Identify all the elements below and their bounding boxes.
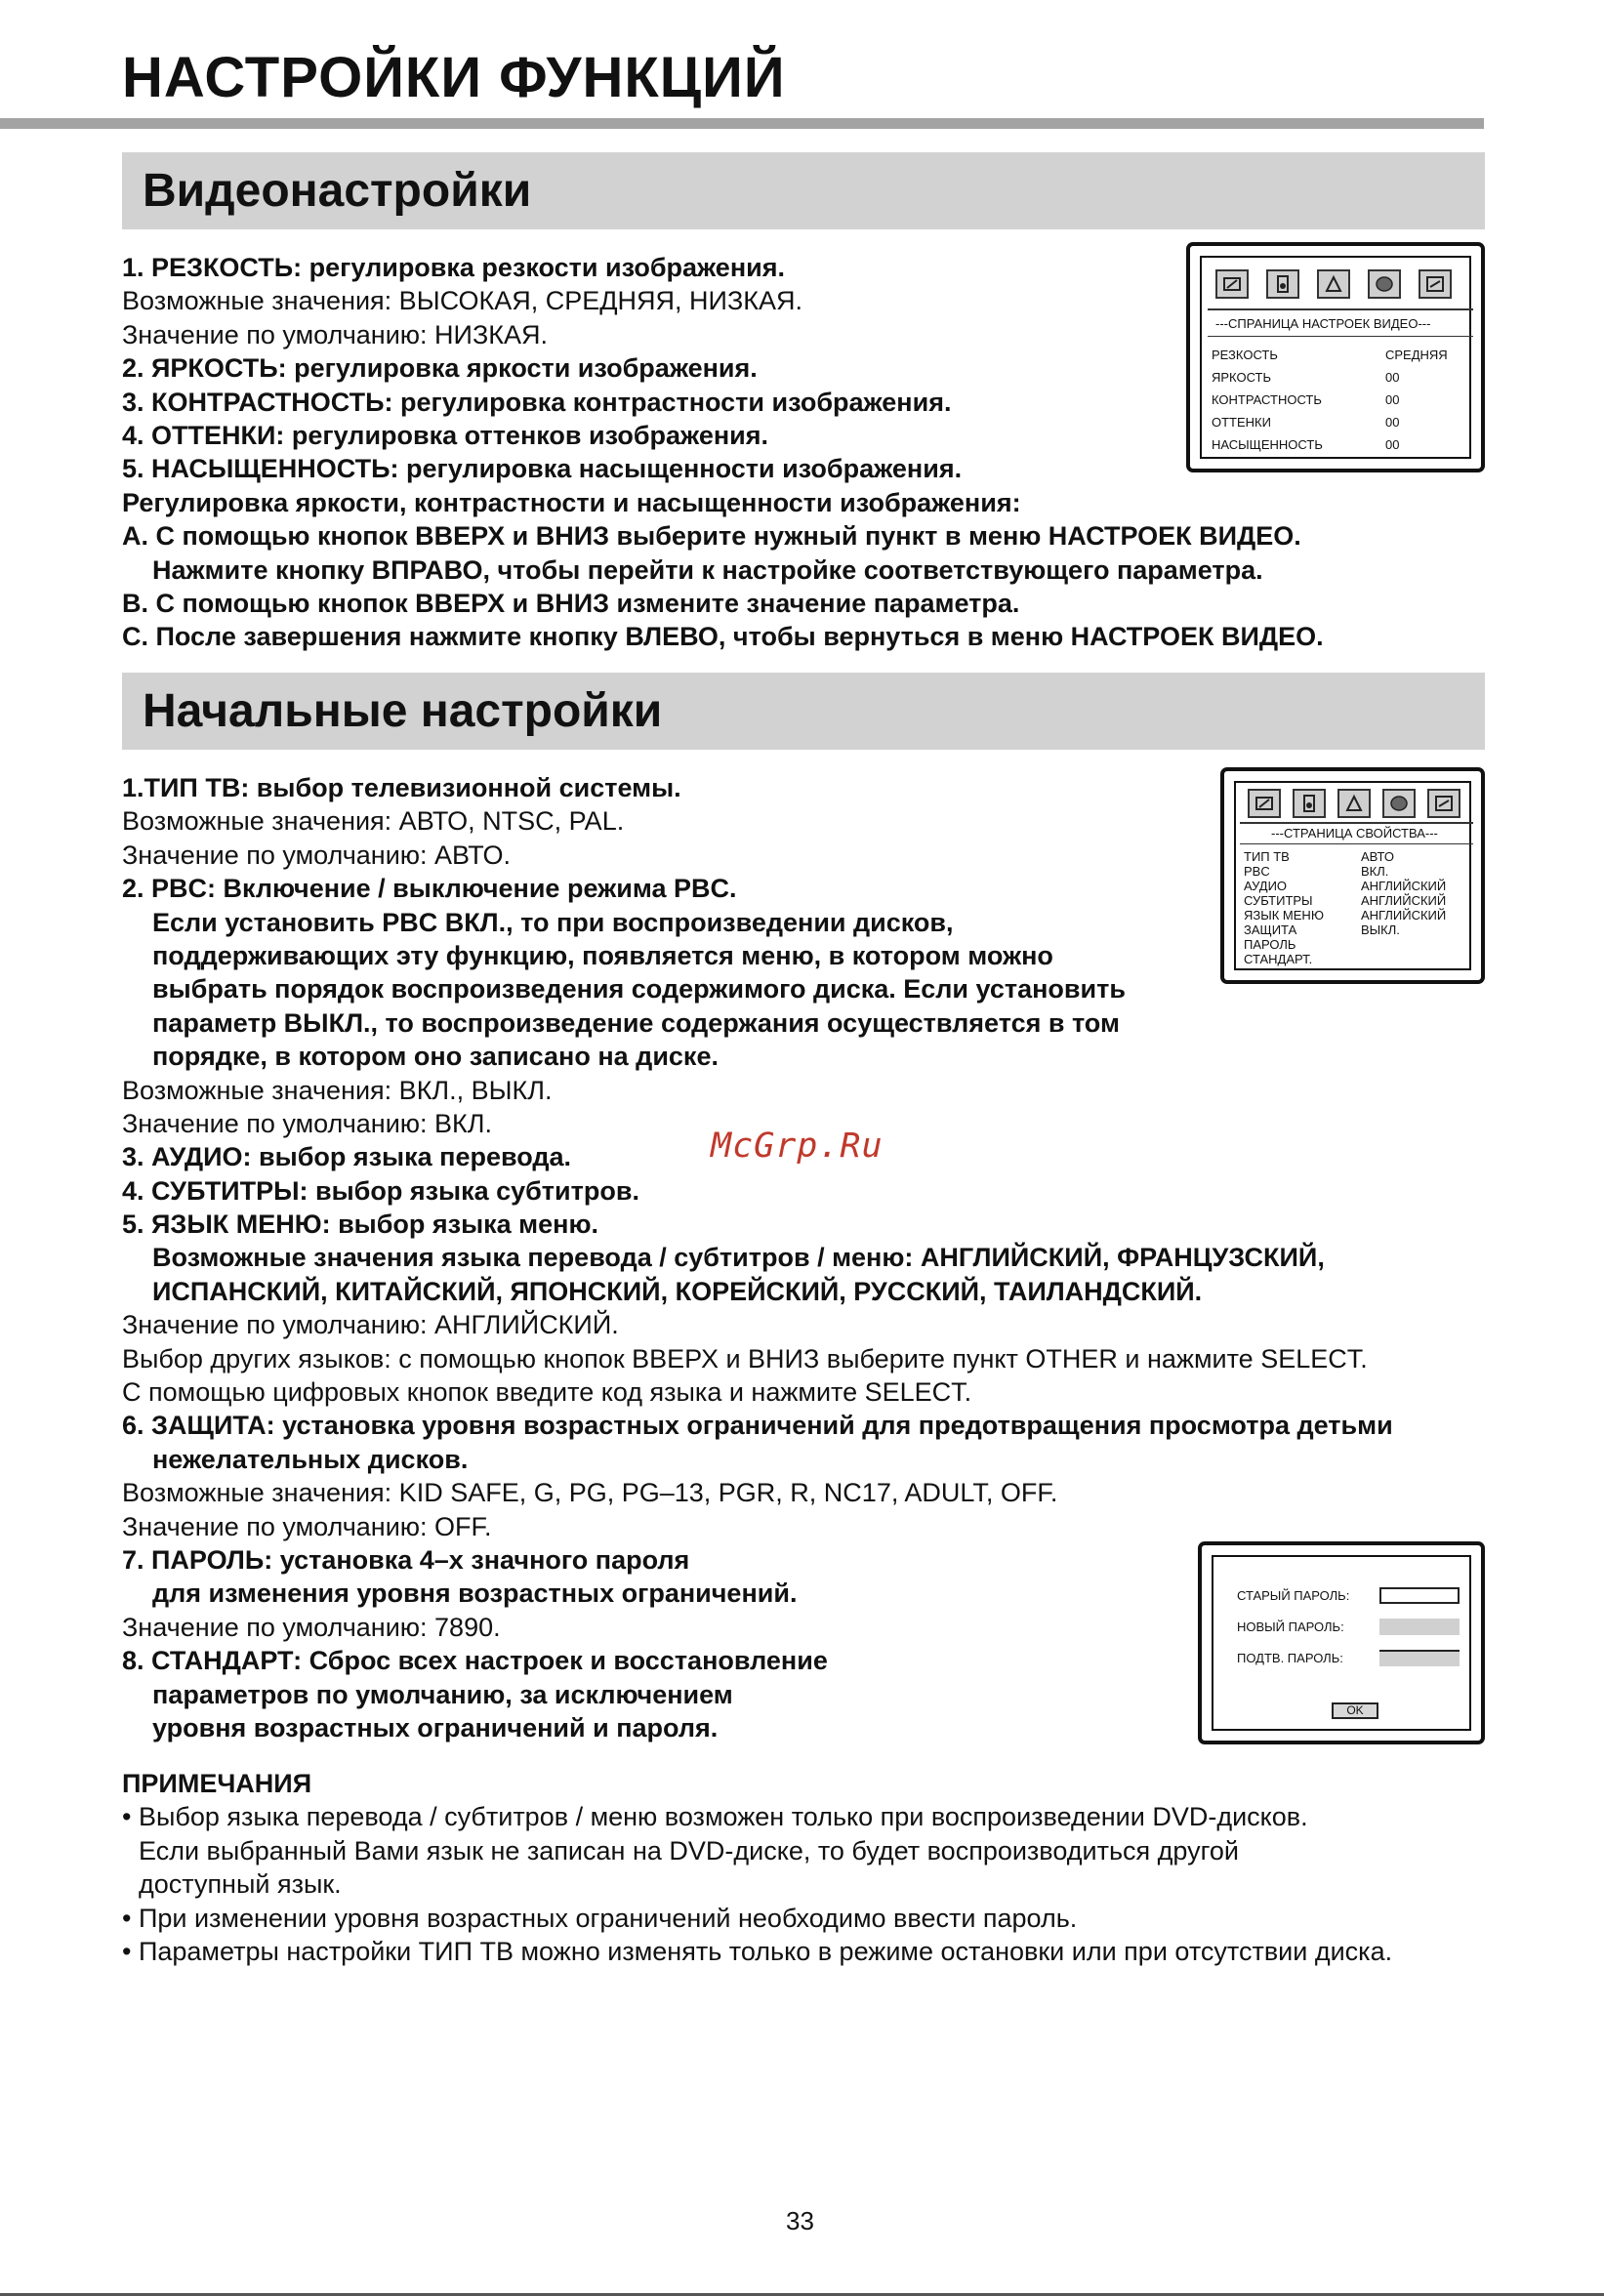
osd-row-value: ВКЛ. (1361, 864, 1389, 879)
osd-row-label: СУБТИТРЫ (1244, 893, 1313, 908)
osd-divider (1240, 843, 1473, 844)
text-line: 3. АУДИО: выбор языка перевода. (122, 1142, 572, 1172)
text-line: Значение по умолчанию: 7890. (122, 1612, 501, 1642)
osd-frame (1212, 1555, 1471, 1731)
page-number: 33 (786, 2206, 814, 2235)
osd-icon-row (1215, 269, 1469, 299)
speaker-icon (1266, 269, 1299, 299)
text-line: 5. ЯЗЫК МЕНЮ: выбор языка меню. (122, 1210, 599, 1240)
osd-row-value: 00 (1385, 437, 1400, 452)
new-password-field[interactable] (1379, 1619, 1460, 1635)
note-line: • При изменении уровня возрастных ограничений необходимо ввести пароль. (122, 1903, 1078, 1933)
osd-row-value: 00 (1385, 392, 1400, 407)
osd-divider (1208, 336, 1473, 337)
osd-row-label: НАСЫЩЕННОСТЬ (1212, 437, 1323, 452)
text-line: 4. СУБТИТРЫ: выбор языка субтитров. (122, 1175, 639, 1206)
text-line: параметров по умолчанию, за исключением (152, 1679, 733, 1709)
note-line: • Параметры настройки ТИП ТВ можно изменять только в режиме остановки или при отсутствии диска. (122, 1936, 1393, 1966)
osd-header: ---СТРАНИЦА СВОЙСТВА--- (1271, 826, 1438, 840)
text-line: поддерживающих эту функцию, появляется меню, в котором можно (152, 940, 1053, 970)
section-header-initial (122, 673, 1485, 750)
osd-row-value: ВЫКЛ. (1361, 922, 1400, 937)
text-line: 5. НАСЫЩЕННОСТЬ: регулировка насыщенности изображения. (122, 454, 963, 484)
text-line: Возможные значения языка перевода / субтитров / меню: АНГЛИЙСКИЙ, ФРАНЦУЗСКИЙ, (152, 1243, 1325, 1273)
text-line: 6. ЗАЩИТА: установка уровня возрастных ограничений для предотвращения просмотра детьми (122, 1411, 1393, 1441)
confirm-password-label: ПОДТВ. ПАРОЛЬ: (1237, 1651, 1343, 1665)
text-line: порядке, в котором оно записано на диске. (152, 1042, 719, 1072)
confirm-password-field[interactable] (1379, 1650, 1460, 1666)
watermark-text: McGrp.Ru (711, 1127, 884, 1166)
osd-row-label: СТАНДАРТ. (1244, 952, 1313, 966)
osd-frame (1234, 781, 1471, 970)
osd-icon-row (1248, 789, 1460, 818)
ok-button[interactable]: OK (1332, 1702, 1378, 1719)
password-dialog (1198, 1541, 1485, 1744)
properties-osd (1220, 767, 1485, 984)
text-line: Значение по умолчанию: НИЗКАЯ. (122, 319, 548, 349)
text-line: 3. КОНТРАСТНОСТЬ: регулировка контрастности изображения. (122, 387, 952, 417)
text-line: для изменения уровня возрастных ограничений. (152, 1578, 798, 1609)
text-line: Выбор других языков: с помощью кнопок ВВЕРХ и ВНИЗ выберите пункт OTHER и нажмите SELECT. (122, 1343, 1368, 1374)
section-title-video: Видеонастройки (143, 165, 532, 217)
preferences-icon (1419, 269, 1452, 299)
note-line: доступный язык. (139, 1869, 342, 1900)
text-line: 1.ТИП ТВ: выбор телевизионной системы. (122, 773, 681, 802)
text-line: B. С помощью кнопок ВВЕРХ и ВНИЗ измените значение параметра. (122, 588, 1020, 618)
osd-frame (1200, 256, 1471, 459)
osd-row-label: ЯЗЫК МЕНЮ (1244, 908, 1324, 922)
osd-header: ---СПРАНИЦА НАСТРОЕК ВИДЕО--- (1215, 316, 1431, 331)
text-line: уровня возрастных ограничений и пароля. (152, 1712, 719, 1742)
text-line: Значение по умолчанию: АВТО. (122, 840, 512, 870)
text-line: ИСПАНСКИЙ, КИТАЙСКИЙ, ЯПОНСКИЙ, КОРЕЙСКИЙ, РУССКИЙ, ТАИЛАНДСКИЙ. (152, 1276, 1203, 1306)
osd-row-value: АНГЛИЙСКИЙ (1361, 893, 1447, 908)
title-divider (0, 118, 1484, 129)
general-setup-icon (1215, 269, 1249, 299)
general-setup-icon (1248, 789, 1281, 818)
osd-row-label: ОТТЕНКИ (1212, 415, 1271, 430)
new-password-label: НОВЫЙ ПАРОЛЬ: (1237, 1620, 1344, 1634)
text-line: Значение по умолчанию: OFF. (122, 1511, 492, 1541)
text-line: Значение по умолчанию: ВКЛ. (122, 1108, 493, 1138)
note-line: Если выбранный Вами язык не записан на DVD-диске, то будет воспроизводиться другой (139, 1835, 1239, 1866)
video-settings-osd (1186, 242, 1485, 472)
osd-row-label: КОНТРАСТНОСТЬ (1212, 392, 1322, 407)
text-line: 4. ОТТЕНКИ: регулировка оттенков изображения. (122, 420, 769, 450)
video-icon (1368, 269, 1401, 299)
osd-row-label: АУДИО (1244, 879, 1288, 893)
notes-title: ПРИМЕЧАНИЯ (122, 1769, 312, 1798)
osd-row-label: ЗАЩИТА (1244, 922, 1297, 937)
osd-row-label: ЯРКОСТЬ (1212, 370, 1272, 385)
text-line: 2. ЯРКОСТЬ: регулировка яркости изображения. (122, 353, 758, 384)
text-line: 8. СТАНДАРТ: Сброс всех настроек и восстановление (122, 1646, 828, 1676)
text-line: 2. PBC: Включение / выключение режима PBC. (122, 874, 737, 904)
osd-divider (1208, 308, 1473, 310)
text-line: A. С помощью кнопок ВВЕРХ и ВНИЗ выберите нужный пункт в меню НАСТРОЕК ВИДЕО. (122, 521, 1301, 552)
section-title-initial: Начальные настройки (143, 685, 663, 737)
text-line: 7. ПАРОЛЬ: установка 4–х значного пароля (122, 1544, 690, 1575)
text-line: Возможные значения: ВКЛ., ВЫКЛ. (122, 1075, 553, 1105)
audio-icon (1337, 789, 1371, 818)
text-line: Возможные значения: ВЫСОКАЯ, СРЕДНЯЯ, НИЗКАЯ. (122, 286, 802, 316)
text-line: выбрать порядок воспроизведения содержимого диска. Если установить (152, 974, 1126, 1004)
osd-row-label: РЕЗКОСТЬ (1212, 348, 1278, 362)
audio-icon (1317, 269, 1350, 299)
text-line: нежелательных дисков. (152, 1444, 469, 1474)
notes-block (122, 1767, 1508, 1968)
speaker-icon (1293, 789, 1326, 818)
osd-row-value: АНГЛИЙСКИЙ (1361, 879, 1447, 893)
page-title: НАСТРОЙКИ ФУНКЦИЙ (122, 46, 786, 109)
old-password-label: СТАРЫЙ ПАРОЛЬ: (1237, 1588, 1350, 1603)
osd-row-label: ТИП ТВ (1244, 849, 1290, 864)
text-line: Возможные значения: KID SAFE, G, PG, PG–13, PGR, R, NC17, ADULT, OFF. (122, 1478, 1058, 1508)
osd-row-label: ПАРОЛЬ (1244, 937, 1296, 952)
section-header-video (122, 152, 1485, 229)
osd-row-value: АНГЛИЙСКИЙ (1361, 908, 1447, 922)
text-line: Регулировка яркости, контрастности и насыщенности изображения: (122, 487, 1021, 517)
osd-divider (1240, 822, 1473, 824)
osd-row-value: 00 (1385, 415, 1400, 430)
text-line: 1. РЕЗКОСТЬ: регулировка резкости изображения. (122, 253, 785, 282)
text-line: параметр ВЫКЛ., то воспроизведение содержания осуществляется в том (152, 1007, 1120, 1038)
osd-row-value: АВТО (1361, 849, 1394, 864)
text-line: Возможные значения: АВТО, NTSC, PAL. (122, 806, 625, 837)
text-line: Значение по умолчанию: АНГЛИЙСКИЙ. (122, 1310, 619, 1340)
preferences-icon (1427, 789, 1460, 818)
text-line: C. После завершения нажмите кнопку ВЛЕВО, чтобы вернуться в меню НАСТРОЕК ВИДЕО. (122, 622, 1324, 652)
osd-row-value: СРЕДНЯЯ (1385, 348, 1448, 362)
old-password-field[interactable] (1379, 1587, 1460, 1604)
video-icon (1382, 789, 1416, 818)
note-line: • Выбор языка перевода / субтитров / меню возможен только при воспроизведении DVD-дисков. (122, 1802, 1308, 1832)
text-line: Нажмите кнопку ВПРАВО, чтобы перейти к настройке соответствующего параметра. (152, 554, 1263, 585)
text-line: Если установить PBC ВКЛ., то при воспроизведении дисков, (152, 907, 954, 937)
text-line: С помощью цифровых кнопок введите код языка и нажмите SELECT. (122, 1377, 972, 1408)
osd-row-label: PBC (1244, 864, 1270, 879)
osd-row-value: 00 (1385, 370, 1400, 385)
